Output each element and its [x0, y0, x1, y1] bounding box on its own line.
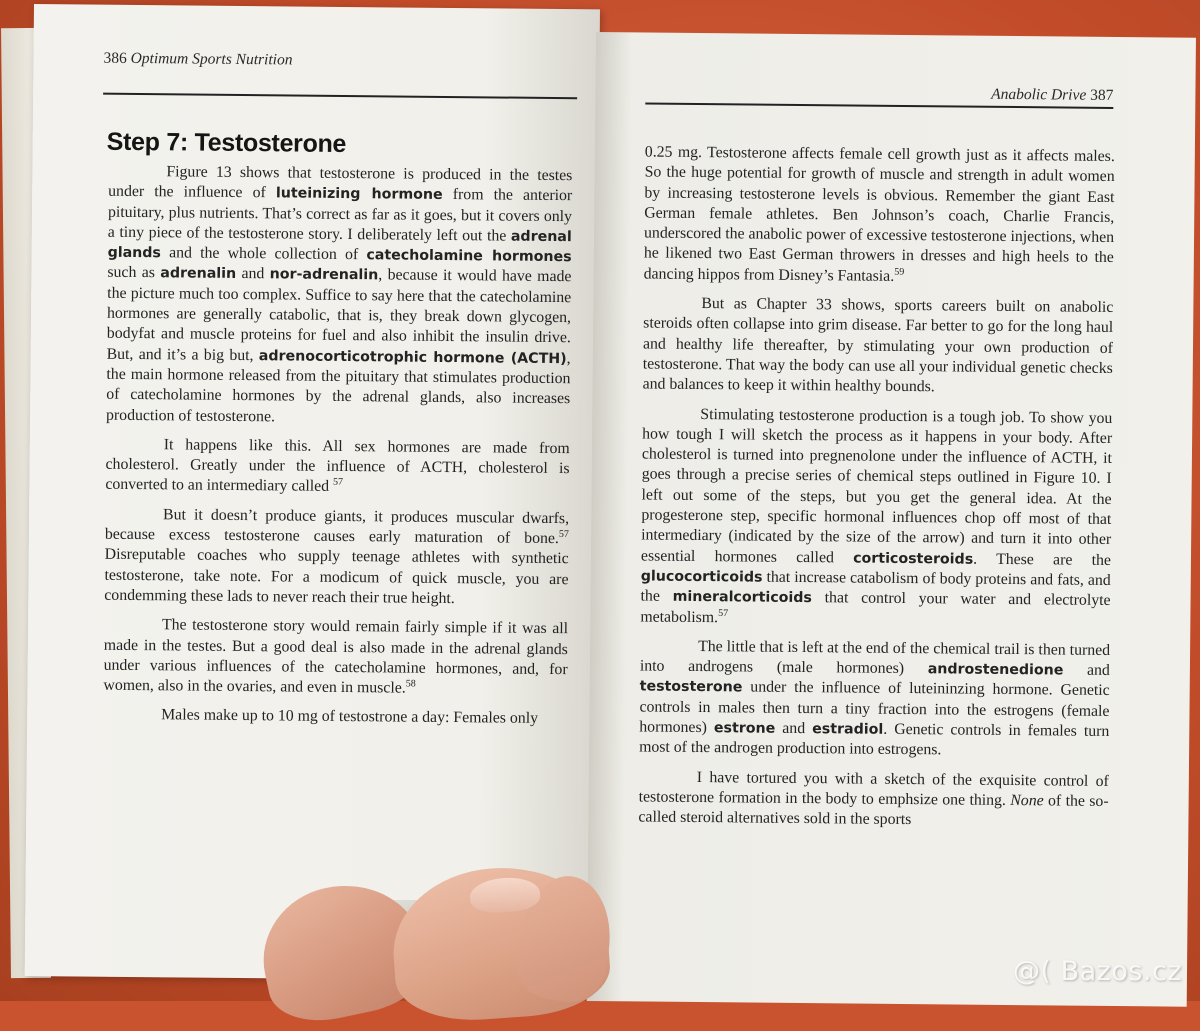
left-body-text: [103, 162, 572, 730]
right-running-head: [991, 86, 1113, 105]
paragraph: But it doesn’t produce giants, it produces muscular dwarfs, because excess testosterone causes early maturation of bone.$^{57}$ Disreputable coaches who supply teenage athletes with synthetic testosterone, take note. For a modicum of quick muscle, you are condemming these lads to never reach their true height.: [104, 506, 570, 608]
paragraph: Figure 13 shows that testosterone is produced in the testes under the influence of luteinizing hormone from the anterior pituitary, plus nutrients. That’s correct as far as it goes, but it covers only a tiny piece of the testosterone story. I deliberately left out the adrenal glands and the whole collection of catecholamine hormones such as adrenalin and nor-adrenalin, because it would have made the picture much too complex. Suffice to say here that the catecholamine hormones are generally catabolic, that is, they break down glycogen, bodyfat and muscle proteins for fuel and also inhibit the insulin drive. But, and it’s a big but, adrenocorticotrophic hormone (ACTH), the main hormone released from the pituitary that stimulates production of catecholamine hormones by the adrenal glands, also increases production of testosterone.: [105, 163, 573, 425]
paragraph: It happens like this. All sex hormones are made from cholesterol. Greatly under the influence of ACTH, cholesterol is converted to an intermediary called $^{57}$: [105, 436, 570, 496]
paragraph: Stimulating testosterone production is a tough job. To show you how tough I will sketch the process as it happens in your body. After cholesterol is turned into pregnenolone under the influence of ACTH, it goes through a precise series of chemical steps outlined in Figure 10. I left out some of the steps, but you get the general idea. At the progesterone step, specific hormonal influences chop off most of that intermediary (indicated by the size of the arrow) and turn it into other essential hormones called corticosteroids. These are the glucocorticoids that increase catabolism of body proteins and fats, and the mineralcorticoids that control your water and electrolyte metabolism.$^{57}$: [640, 405, 1113, 626]
left-header-rule: [103, 93, 577, 100]
paragraph: Males make up to 10 mg of testostrone a day: Females only: [161, 706, 539, 728]
right-body-text: [638, 142, 1115, 832]
paragraph: I have tortured you with a sketch of the exquisite control of testosterone formation in the body to emphsize one thing. None of the so-called steroid alternatives sold in the sports: [638, 768, 1109, 829]
section-heading: Step 7: Testosterone: [106, 127, 347, 159]
paragraph: The little that is left at the end of the chemical trail is then turned into androgens (male hormones) androstenedione and testosterone under the influence of luteininzing hormone. Genetic controls in males then turn a tiny fraction into the estrogens (female hormones) estrone and estradiol. Genetic controls in females turn most of the androgen production into estrogens.: [639, 637, 1111, 759]
paragraph: But as Chapter 33 shows, sports careers built on anabolic steroids often collapse into grim disease. Far better to go for the long haul and healthy life thereafter, by stimulating your own production of testosterone. That way the body can use all your individual genetic checks and balances to keep it within healthy bounds.: [642, 295, 1114, 396]
right-page-number: 387: [1090, 86, 1114, 104]
left-running-title: Optimum Sports Nutrition: [130, 49, 293, 69]
footnote-ref: 58: [405, 678, 416, 690]
paragraph: 0.25 mg. Testosterone affects female cell growth just as it affects males. So the huge potential for growth of muscle and strength in adult women by increasing testosterone levels is obvious. Remember the giant East German female athletes. Ben Johnson’s coach, Charlie Francis, underscored the anabolic power of excessive testosterone injections, when he likened two East German throwers in dresses and high heels to the dancing hippos from Disney’s Fantasia.$^{59}$: [643, 143, 1115, 285]
paragraph: The testosterone story would remain fairly simple if it was all made in the testes. But a good deal is also made in the adrenal glands under various influences of the catecholamine hormones, and, for women, also in the ovaries, and even in muscle.$^{58}$: [103, 616, 569, 697]
footnote-ref: 59: [894, 266, 905, 278]
watermark-logo: @( Bazos.cz: [1012, 956, 1182, 987]
left-page: [25, 4, 600, 981]
left-running-head: [103, 50, 292, 70]
right-running-title: Anabolic Drive: [991, 85, 1087, 104]
left-page-number: 386: [103, 49, 127, 67]
footnote-ref: 57: [718, 607, 729, 619]
footnote-ref: 57: [558, 528, 569, 540]
right-page: [587, 32, 1196, 1007]
footnote-ref: 57: [333, 477, 344, 489]
